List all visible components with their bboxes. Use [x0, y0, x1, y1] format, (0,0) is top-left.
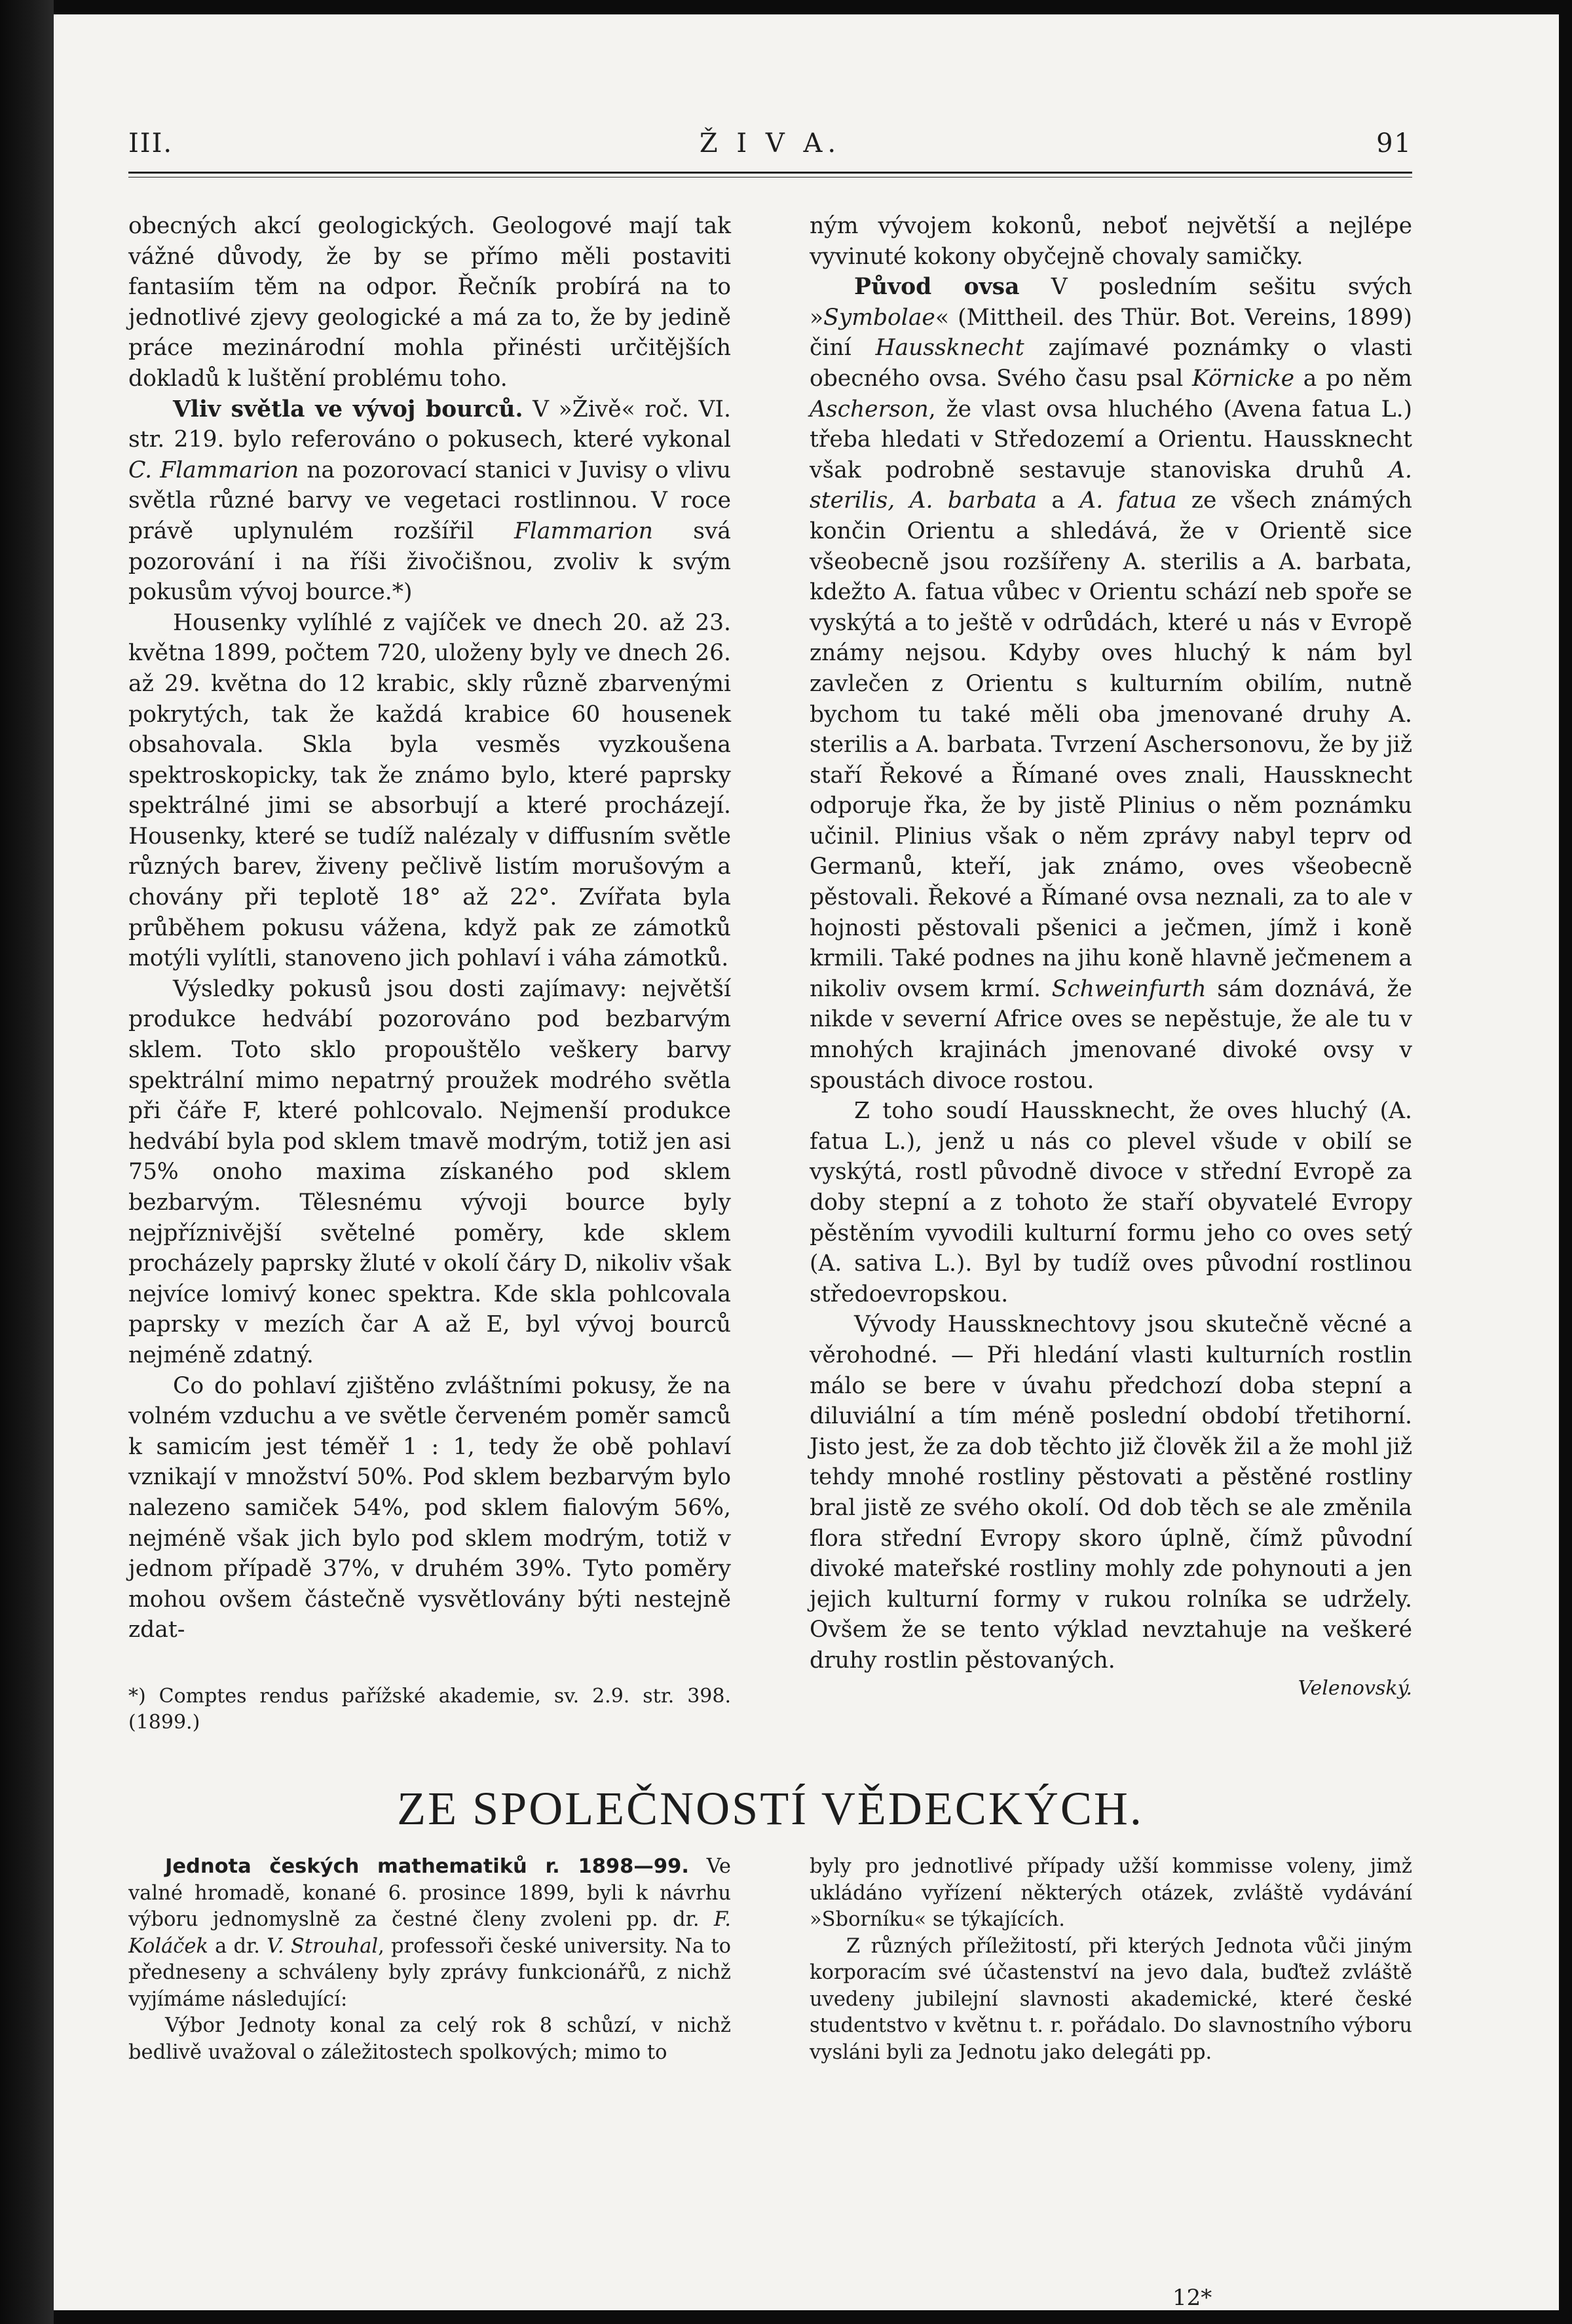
author-name: C. Flammarion [128, 457, 299, 483]
paragraph: Vývody Haussknechtovy jsou skutečně věcné a věrohodné. — Při hledání vlasti kulturních rostlin málo se bere v úvahu předchozí doba stepní a diluviální a tím méně poslední období třetihorní. Jisto jest, že za dob těchto již člověk žil a že mohl již tehdy mnohé rostliny pěstovati a pěstěné rostliny bral jistě ze svého okolí. Od dob těch se ale změnila flora střední Evropy skoro úplně, čímž původní divoké mateřské rostliny mohly zde pohynouti a jen jejich kulturní formy v rukou rolníka se udržely. Ovšem že se tento výklad nevztahuje na veškeré druhy rostlin pěstovaných. [810, 1311, 1412, 1674]
scan-border [0, 0, 54, 2324]
author-name: Ascherson [810, 396, 929, 422]
section-title: ZE SPOLEČNOSTÍ VĚDECKÝCH. [397, 1782, 1144, 1835]
section-right-column [810, 1854, 1412, 2066]
paragraph: Původ ovsa V posledním sešitu svých »Symbolae« (Mittheil. des Thür. Bot. Vereins, 1899) činí Haussknecht zajímavé poznámky o vlasti obecného ovsa. Svého času psal Körnicke a po něm Ascherson, že vlast ovsa hluchého (Avena fatua L.) třeba hledati v Středozemí a Orientu. Haussknecht však podrobně sestavuje stanoviska druhů A. sterilis, A. barbata a A. fatua ze všech známých končin Orientu a shledává, že v Orientě sice všeobecně jsou rozšířeny A. sterilis a A. barbata, kdežto A. fatua vůbec v Orientu schází neb spoře se vyskýtá a to ještě v odrůdách, které u nás v Evropě známy nejsou. Kdyby oves hluchý k nám byl zavlečen z Orientu s kulturním obilím, nutně bychom tu také měli oba jmenované druhy A. sterilis a A. barbata. Tvrzení Aschersonovu, že by již staří Řekové a Římané oves znali, Haussknecht odporuje řka, že by jistě Plinius o něm poznámku učinil. Plinius však o něm zprávy nabyl teprv od Germanů, kteří, jak známo, oves všeobecně pěstovali. Řekové a Římané ovsa neznali, za to ale v hojnosti pěstovali pšenici a ječmen, jímž i koně krmili. Také podnes na jihu koně hlavně ječmenem a nikoliv ovsem krmí. Schweinfurth sám doznává, že nikde v severní Africe oves se nepěstuje, že ale tu v mnohých krajinách jmenované divoké ovsy v spoustách divoce rostou. [810, 274, 1413, 1094]
paragraph: Z toho soudí Haussknecht, že oves hluchý (A. fatua L.), jenž u nás co plevel všude v obilí se vyskýtá, rostl původně divoce v střední Evropě za doby stepní a z tohoto že staří obyvatelé Evropy pěstěním vyvodili kulturní formu jeho co oves setý (A. sativa L.). Byl by tudíž oves původní rostlinou středoevropskou. [810, 1098, 1412, 1307]
author-name: Körnicke [1192, 365, 1295, 392]
paragraph: Co do pohlaví zjištěno zvláštními pokusy, že na volném vzduchu a ve světle červeném poměr samců k samicím jest téměř 1 : 1, tedy že obě pohlaví vznikají v množství 50%. Pod sklem bezbarvým bylo nalezeno samiček 54%, pod sklem fialovým 56%, nejméně však jich bylo pod sklem modrým, totiž v jednom případě 37%, v druhém 39%. Tyto poměry mohou ovšem částečně vysvětlovány býti nestejně zdat- [128, 1372, 731, 1643]
paragraph: Jednota českých mathematiků r. 1898—99. Ve valné hromadě, konané 6. prosince 1899, byli k návrhu výboru jednomyslně za čestné členy zvoleni pp. dr. F. Koláček a dr. V. Strouhal, professoři české university. Na to předneseny a schváleny byly zprávy funkcionářů, z nichž vyjímáme následující: [128, 1855, 732, 2011]
paragraph: Výsledky pokusů jsou dosti zajímavy: největší produkce hedvábí pozorováno pod bezbarvým sklem. Toto sklo propouštělo veškery barvy spektrální mimo nepatrný proužek modrého světla při čáře F, které pohlcovalo. Nejmenší produkce hedvábí byla pod sklem tmavě modrým, totiž jen asi 75% onoho maxima získaného pod sklem bezbarvým. Tělesnému vývoji bource byly nejpříznivější světelné poměry, kde sklem procházely paprsky žluté v okolí čáry D, nikoliv však nejvíce lomivý konec spektra. Kde skla pohlcovala paprsky v mezích čar A až E, byl vývoj bourců nejméně zdatný. [128, 975, 731, 1368]
article-title: Původ ovsa [854, 274, 1020, 301]
paragraph: Výbor Jednoty konal za celý rok 8 schůzí, v nichž bedlivě uvažoval o záležitostech spolkových; mimo to [128, 2014, 731, 2064]
author-name: Schweinfurth [1051, 975, 1207, 1002]
section-heading: Jednota českých mathematiků r. 1898—99. [165, 1855, 689, 1878]
paragraph: Vliv světla ve vývoj bourců. V »Živě« roč. VI. str. 219. bylo referováno o pokusech, které vykonal C. Flammarion na pozorovací stanici v Juvisy o vlivu světla různé barvy ve vegetaci rostlinnou. V roce právě uplynulém rozšířil Flammarion svá pozorování i na říši živočišnou, zvoliv k svým pokusům vývoj bource.*) [128, 396, 731, 606]
journal-title: Ž I V A. [699, 128, 842, 159]
paragraph: ným vývojem kokonů, neboť největší a nejlépe vyvinuté kokony obyčejně chovaly samičky. [810, 213, 1412, 270]
right-column [810, 211, 1412, 1704]
article-title: Vliv světla ve vývoj bourců. [173, 396, 523, 422]
person-name: V. Strouhal [267, 1934, 379, 1958]
sheet-signature-mark: 12* [1172, 2285, 1212, 2311]
person-name: F. Koláček [128, 1908, 731, 1958]
footnote: *) Comptes rendus pařížské akademie, sv. 2.9. str. 398. (1899.) [128, 1684, 731, 1734]
section-left-column [128, 1854, 731, 2066]
volume-label: III. [128, 128, 174, 159]
page-header [128, 128, 1412, 168]
header-rule-thin [128, 177, 1412, 178]
paragraph: obecných akcí geologických. Geologové mají tak vážné důvody, že by se přímo měli postaviti fantasiím těm na odpor. Řečník probírá na to jednotlivé zjevy geologické a má za to, že by jedině práce mezinárodní mohla přinésti určitějších dokladů k luštění problému toho. [128, 213, 731, 392]
paragraph: Housenky vylíhlé z vajíček ve dnech 20. až 23. května 1899, počtem 720, uloženy byly ve dnech 26. až 29. května do 12 krabic, skly různě zbarvenými pokrytých, tak že každá krabice 60 housenek obsahovala. Skla byla vesměs vyzkoušena spektroskopicky, tak že známo bylo, které paprsky spektrálné jimi se absorbují a které procházejí. Housenky, které se tudíž nalézaly v diffusním světle různých barev, živeny pečlivě listím morušovým a chovány při teplotě 18° až 22°. Zvířata byla průběhem pokusu vážena, když pak ze zámotků motýli vylítli, stanoveno jich pohlaví i váha zámotků. [128, 609, 731, 972]
page-number: 91 [1376, 128, 1412, 159]
paragraph: byly pro jednotlivé případy užší kommisse voleny, jimž ukládáno vyřízení některých otázek, zvláště vydávání »Sborníku« se týkajících. [810, 1855, 1412, 1931]
header-rule [128, 172, 1412, 174]
author-name: Haussknecht [875, 335, 1024, 362]
paragraph: Z různých příležitostí, při kterých Jednota vůči jiným korporacím své účastenství na jevo dala, buďtež zvláště uvedeny jubilejní slavnosti akademické, které české studentstvo v květnu t. r. pořádalo. Do slavnostního výboru vysláni byli za Jednotu jako delegáti pp. [810, 1934, 1412, 2064]
left-column [128, 211, 731, 1736]
signature: Velenovský. [1298, 1676, 1412, 1700]
author-name: Flammarion [514, 517, 653, 544]
